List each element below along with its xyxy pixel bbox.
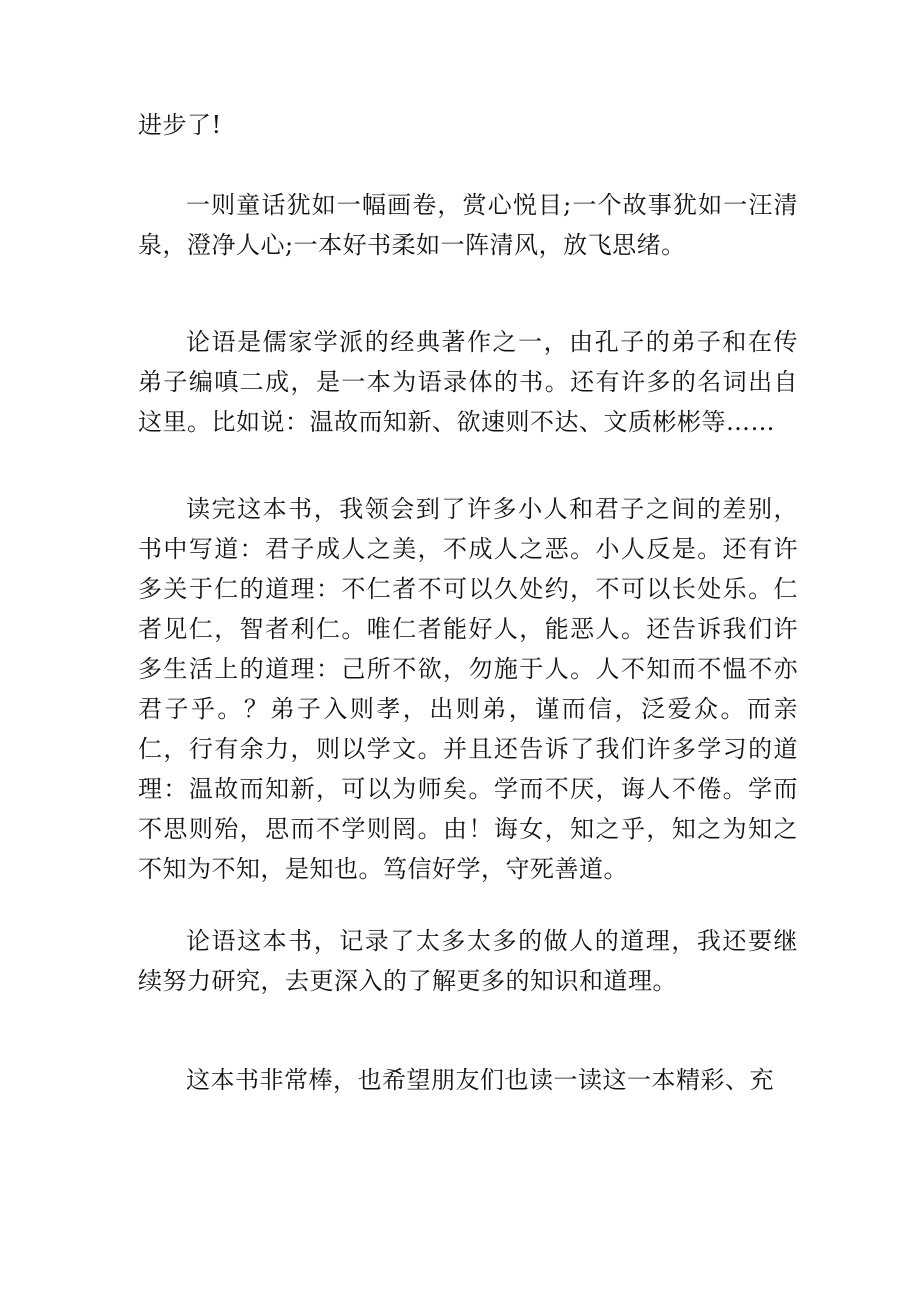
paragraph-reflections: 读完这本书，我领会到了许多小人和君子之间的差别，书中写道：君子成人之美，不成人之恶。小人反是。还有许多关于仁的道理：不仁者不可以久处约，不可以长处乐。仁者见仁，智者利仁。唯仁者能好人，能恶人。还告诉我们许多生活上的道理：己所不欲，勿施于人。人不知而不愠不亦君子乎。？弟子入则孝，出则弟，谨而信，泛爱众。而亲仁，行有余力，则以学文。并且还告诉了我们许多学习的道理：温故而知新，可以为师矣。学而不厌，诲人不倦。学而不思则殆，思而不学则罔。由！诲女，知之乎，知之为知之不知为不知，是知也。笃信好学，守死善道。 <box>138 495 798 883</box>
paragraph-recommendation: 这本书非常棒，也希望朋友们也读一读这一本精彩、充 <box>186 1066 774 1094</box>
paragraph-fairy-tale: 一则童话犹如一幅画卷，赏心悦目;一个故事犹如一汪清泉，澄净人心;一本好书柔如一阵清风，放飞思绪。 <box>138 191 798 259</box>
paragraph-conclusion: 论语这本书，记录了太多太多的做人的道理，我还要继续努力研究，去更深入的了解更多的知识和道理。 <box>138 927 798 995</box>
paragraph-continuation: 进步了! <box>138 111 222 139</box>
paragraph-analects-intro: 论语是儒家学派的经典著作之一，由孔子的弟子和在传弟子编嗔二成，是一本为语录体的书。还有许多的名词出自这里。比如说：温故而知新、欲速则不达、文质彬彬等…… <box>138 328 798 436</box>
